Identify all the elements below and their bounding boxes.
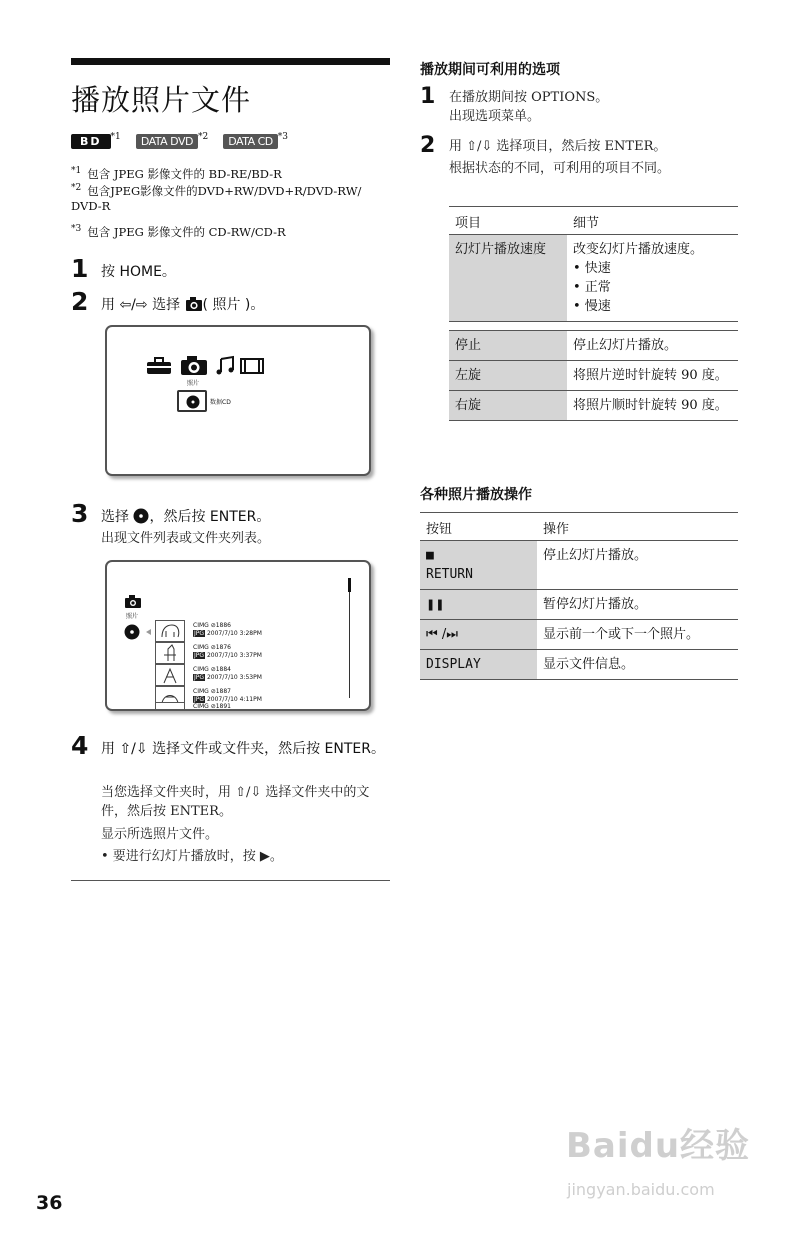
- file-name: CIMG ⊘1884: [193, 666, 231, 673]
- option-bullet: • 快速: [573, 261, 611, 276]
- step-number: 3: [71, 499, 89, 528]
- photo-thumbnail: [155, 664, 185, 686]
- step-text-part: 选择: [101, 509, 129, 525]
- step-number: 1: [420, 84, 436, 109]
- step-text: 用 ⇧/⇩ 选择项目，然后按 ENTER。: [449, 139, 667, 154]
- pause-icon: ❚❚: [420, 590, 537, 619]
- page-number: 36: [36, 1192, 63, 1214]
- disc-icon: [186, 395, 200, 409]
- title-bar-rule: [71, 58, 390, 65]
- file-meta: [193, 696, 262, 703]
- badge-data-dvd: DATA DVD: [136, 134, 198, 149]
- file-name: CIMG ⊘1887: [193, 688, 231, 695]
- prev-next-icon: ⏮ /⏭: [420, 620, 537, 649]
- step-text-part: ( 照片 )。: [202, 297, 265, 313]
- button-cell: [420, 541, 537, 589]
- scrollbar-track[interactable]: [349, 592, 350, 698]
- file-date: 2007/7/10 3:37PM: [206, 652, 262, 659]
- file-type-tag: JPG: [194, 630, 205, 637]
- file-type-tag: JPG: [194, 652, 205, 659]
- option-detail: [567, 235, 738, 321]
- footnote-mark: *2: [71, 183, 82, 193]
- option-bullet: • 正常: [573, 280, 611, 295]
- badge-bd: BD: [71, 134, 111, 149]
- music-icon: [217, 357, 234, 375]
- page-title: 播放照片文件: [71, 83, 252, 117]
- watermark-logo: Baidu经验: [566, 1126, 751, 1166]
- step-text: [101, 295, 264, 318]
- disc-badges: [71, 130, 298, 149]
- action-cell: 显示文件信息。: [543, 657, 635, 672]
- option-detail: 将照片逆时针旋转 90 度。: [573, 368, 728, 383]
- disc-icon: [124, 624, 154, 640]
- watermark-url: jingyan.baidu.com: [567, 1180, 715, 1199]
- badge-note: *1: [110, 131, 121, 142]
- step-subtext: 根据状态的不同，可利用的项目不同。: [449, 161, 671, 176]
- table-row[interactable]: [420, 650, 738, 680]
- footnote-mark: *3: [71, 224, 82, 234]
- file-name: CIMG ⊘1886: [193, 622, 231, 629]
- file-date: 2007/7/10 3:28PM: [206, 630, 262, 637]
- table-row[interactable]: [420, 620, 738, 650]
- section-heading: 各种照片播放操作: [420, 487, 532, 503]
- file-name: CIMG ⊘1891: [193, 703, 231, 710]
- footnote: [71, 222, 393, 240]
- step-number: 2: [420, 133, 436, 158]
- option-detail: 停止幻灯片播放。: [573, 338, 678, 353]
- divider: [71, 880, 390, 881]
- badge-note: *2: [197, 131, 209, 142]
- home-menu-screen: [105, 325, 371, 476]
- footnote: [71, 164, 393, 182]
- photo-label: 照片: [187, 380, 200, 387]
- option-item: 左旋: [449, 361, 567, 390]
- step-subtext: • 要进行幻灯片播放时，按 ▶。: [101, 849, 283, 864]
- camera-icon: [185, 296, 203, 318]
- home-menu-icons: [145, 354, 275, 376]
- table-row[interactable]: [449, 235, 738, 322]
- table-header-cell: 操作: [543, 522, 570, 537]
- file-type-tag: JPG: [194, 696, 205, 703]
- photo-thumbnail: [155, 702, 185, 711]
- table-row[interactable]: [420, 590, 738, 620]
- step-text: [101, 507, 270, 527]
- badge-note: *3: [277, 131, 289, 142]
- option-item: 幻灯片播放速度: [449, 235, 567, 321]
- badge-data-cd: DATA CD: [223, 134, 278, 149]
- file-list-screen: [105, 560, 371, 711]
- film-icon: [241, 359, 263, 373]
- file-meta: [193, 652, 262, 659]
- step-text: 用 ⇧/⇩ 选择文件或文件夹，然后按 ENTER。: [101, 741, 385, 757]
- stop-icon: ■: [426, 548, 434, 563]
- footnote-text: 包含JPEG影像文件的DVD+RW/DVD+R/DVD-RW/ DVD-R: [71, 183, 362, 213]
- table-row[interactable]: [420, 541, 738, 590]
- step-text: 按 HOME。: [101, 264, 176, 280]
- disc-label: 数据CD: [210, 399, 231, 406]
- action-cell: 显示前一个或下一个照片。: [543, 627, 700, 642]
- file-name: CIMG ⊘1876: [193, 644, 231, 651]
- table-header: [420, 512, 738, 541]
- option-item: 停止: [449, 331, 567, 360]
- photo-thumbnail: [155, 642, 185, 664]
- footnote: [71, 181, 393, 214]
- table-header-cell: 细节: [573, 216, 600, 231]
- toolbox-icon: [147, 358, 171, 374]
- option-item: 右旋: [449, 391, 567, 420]
- table-header-cell: 项目: [455, 216, 482, 231]
- table-row[interactable]: [449, 361, 738, 391]
- button-label: DISPLAY: [420, 650, 537, 679]
- step-subtext: 出现文件列表或文件夹列表。: [101, 531, 271, 546]
- photo-label: 照片: [126, 613, 139, 620]
- table-header: [449, 206, 738, 235]
- footnote-mark: *1: [71, 166, 82, 176]
- step-subtext: 出现选项菜单。: [449, 109, 541, 124]
- step-number: 4: [71, 731, 89, 760]
- step-subtext: 显示所选照片文件。: [101, 827, 219, 842]
- option-detail-text: 改变幻灯片播放速度。: [573, 242, 704, 257]
- options-table: [449, 206, 738, 421]
- table-row[interactable]: [449, 330, 738, 361]
- action-cell: 停止幻灯片播放。: [543, 548, 648, 563]
- step-number: 2: [71, 287, 89, 316]
- step-text-part: ，然后按 ENTER。: [149, 509, 271, 525]
- step-subtext: 当您选择文件夹时，用 ⇧/⇩ 选择文件夹中的文件，然后按 ENTER。: [101, 785, 370, 819]
- table-header-cell: 按钮: [426, 522, 453, 537]
- file-meta: [193, 674, 262, 681]
- option-bullet: • 慢速: [573, 299, 611, 314]
- operations-table: [420, 512, 738, 680]
- step-text: 在播放期间按 OPTIONS。: [449, 90, 609, 105]
- footnote-text: 包含 JPEG 影像文件的 CD-RW/CD-R: [87, 224, 286, 239]
- file-type-tag: JPG: [194, 674, 205, 681]
- file-meta: [193, 630, 262, 637]
- option-detail: 将照片顺时针旋转 90 度。: [573, 398, 728, 413]
- file-date: 2007/7/10 4:11PM: [206, 696, 262, 703]
- button-label: RETURN: [426, 567, 473, 582]
- step-number: 1: [71, 254, 89, 283]
- action-cell: 暂停幻灯片播放。: [543, 597, 648, 612]
- camera-icon: [181, 356, 207, 375]
- step-text-part: 用 ⇦/⇨ 选择: [101, 297, 181, 313]
- scrollbar-thumb[interactable]: [348, 578, 351, 592]
- photo-thumbnail: [155, 620, 185, 642]
- footnote-text: 包含 JPEG 影像文件的 BD-RE/BD-R: [87, 166, 282, 181]
- table-row[interactable]: [449, 391, 738, 421]
- disc-selector[interactable]: [177, 390, 207, 412]
- section-heading: 播放期间可利用的选项: [420, 62, 560, 78]
- file-date: 2007/7/10 3:53PM: [206, 674, 262, 681]
- camera-icon: [124, 595, 142, 609]
- disc-icon: [133, 508, 149, 524]
